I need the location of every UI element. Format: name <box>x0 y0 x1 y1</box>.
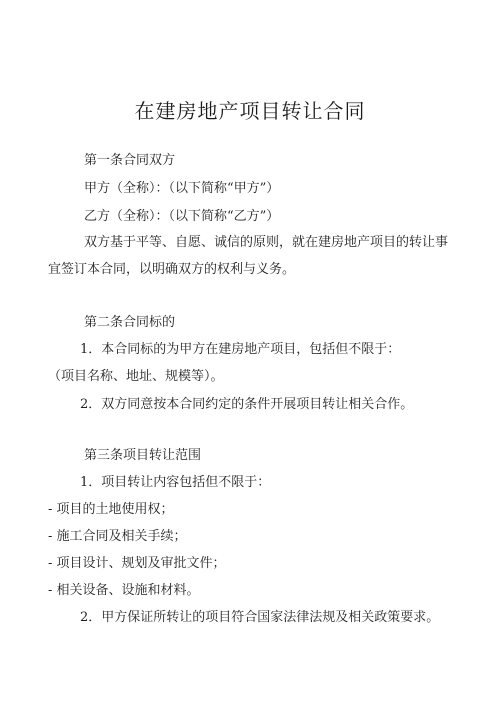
section2-item1-line2: （项目名称、地址、规模等）。 <box>48 369 224 384</box>
party-a-line: 甲方（全称）：（以下简称“甲方”） <box>84 181 280 196</box>
section1-paragraph-line1: 双方基于平等、自愿、诚信的原则，就在建房地产项目的转让事 <box>84 235 449 250</box>
section3-bullet-equipment: - 相关设备、设施和材料。 <box>48 583 200 598</box>
section2-item1-line1: 1．本合同标的为甲方在建房地产项目，包括但不限于： <box>80 342 401 357</box>
section1-paragraph-line2: 宜签订本合同，以明确双方的权利与义务。 <box>48 262 296 277</box>
section3-bullet-construction: - 施工合同及相关手续； <box>48 529 187 544</box>
party-b-line: 乙方（全称）：（以下简称“乙方”） <box>84 209 280 224</box>
document-title: 在建房地产项目转让合同 <box>134 99 366 123</box>
section3-bullet-design: - 项目设计、规划及审批文件； <box>48 556 226 571</box>
section1-heading: 第一条合同双方 <box>84 153 176 168</box>
section2-item2: 2．双方同意按本合同约定的条件开展项目转让相关合作。 <box>80 397 414 412</box>
section3-heading: 第三条项目转让范围 <box>84 448 202 463</box>
section3-item1: 1．项目转让内容包括但不限于： <box>80 475 271 490</box>
section3-item2: 2．甲方保证所转让的项目符合国家法律法规及相关政策要求。 <box>80 610 440 625</box>
section3-bullet-land: - 项目的土地使用权； <box>48 502 174 517</box>
section2-heading: 第二条合同标的 <box>84 315 176 330</box>
